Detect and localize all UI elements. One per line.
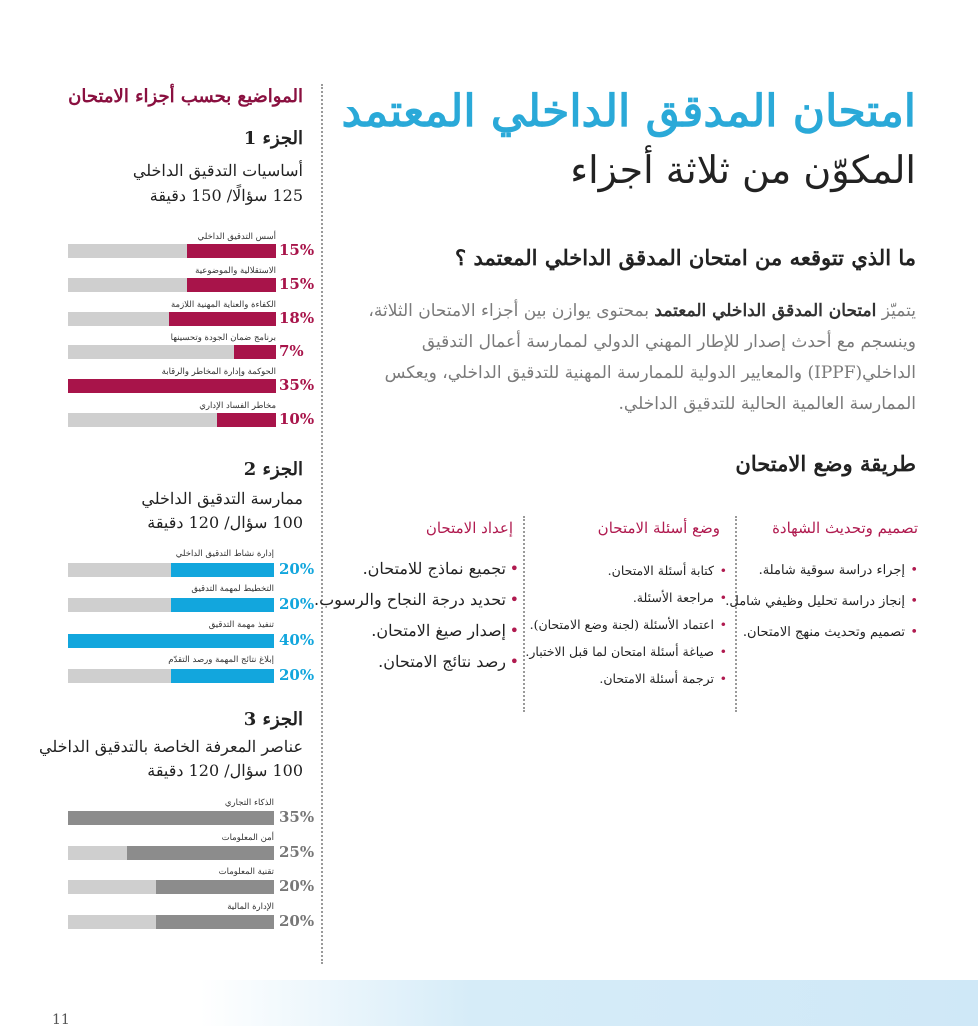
list-item: • إصدار صيغ الامتحان. <box>314 618 506 649</box>
bar-label: مخاطر الفساد الإداري <box>199 401 276 411</box>
bar-track <box>68 278 276 292</box>
bar-track <box>68 634 274 648</box>
list-item: • رصد نتائج الامتحان. <box>314 649 506 680</box>
sidebar-divider <box>321 84 323 964</box>
list-item: • تحديد درجة النجاح والرسوب. <box>314 587 506 618</box>
bar-label: الإدارة المالية <box>227 901 274 912</box>
bar-track <box>68 669 274 683</box>
page-subtitle: المكوّن من ثلاثة أجزاء <box>570 148 916 192</box>
bar-label: إبلاغ نتائج المهمة ورصد التقدّم <box>168 654 274 665</box>
column-title-certification-design: تصميم وتحديث الشهادة <box>772 519 918 537</box>
bar-label: برنامج ضمان الجودة وتحسينها <box>170 333 276 344</box>
bar-track <box>68 345 276 359</box>
page-number: 11 <box>52 1012 70 1028</box>
part-2-heading: الجزء 2 <box>243 459 303 480</box>
section-heading-expectations: ما الذي تتوقعه من امتحان المدقق الداخلي المعتمد ؟ <box>455 245 916 270</box>
question-writing-list <box>525 560 714 695</box>
bar-fill <box>68 379 276 393</box>
bar-label: الذكاء التجاري <box>224 798 274 808</box>
part-3-heading: الجزء 3 <box>243 709 303 730</box>
intro-bold: امتحان المدقق الداخلي المعتمد <box>654 301 877 321</box>
bar-value-label: 20% <box>279 665 315 684</box>
list-item: • اعتماد الأسئلة (لجنة وضع الامتحان). <box>525 614 714 641</box>
bar-value-label: 35% <box>279 376 315 395</box>
list-item: • تصميم وتحديث منهج الامتحان. <box>725 622 905 653</box>
bar-label: إدارة نشاط التدقيق الداخلي <box>175 549 274 559</box>
list-item: • إجراء دراسة سوقية شاملة. <box>725 560 905 591</box>
bar-value-label: 35% <box>279 808 315 826</box>
part-2-meta: 100 سؤال/ 120 دقيقة <box>147 513 303 532</box>
bar-fill <box>68 634 274 648</box>
bar-label: أمن المعلومات <box>221 832 274 843</box>
bar-label: أسس التدقيق الداخلي <box>197 232 276 242</box>
bar-fill <box>156 915 274 929</box>
bar-fill <box>156 880 274 894</box>
bar-value-label: 20% <box>279 911 315 930</box>
bar-value-label: 20% <box>279 595 315 614</box>
bar-fill <box>127 846 274 860</box>
part-3-meta: 100 سؤال/ 120 دقيقة <box>147 761 303 780</box>
bar-track <box>68 598 274 612</box>
bar-track <box>68 846 274 860</box>
bar-label: الاستقلالية والموضوعية <box>195 265 276 276</box>
bar-fill <box>68 811 274 825</box>
bar-track <box>68 563 274 577</box>
bar-value-label: 40% <box>279 630 315 649</box>
certification-design-list <box>725 560 905 653</box>
bar-fill <box>187 278 276 292</box>
bar-fill <box>234 345 276 359</box>
bar-value-label: 7% <box>279 342 304 361</box>
bar-value-label: 20% <box>279 877 315 895</box>
list-item: • تجميع نماذج للامتحان. <box>314 556 506 587</box>
exam-preparation-list <box>314 556 506 680</box>
part-1-meta: 125 سؤالًا/ 150 دقيقة <box>149 186 303 205</box>
part-2-name: ممارسة التدقيق الداخلي <box>141 489 303 508</box>
bar-track <box>68 379 276 393</box>
intro-paragraph <box>336 296 916 420</box>
bar-fill <box>171 563 274 577</box>
column-title-exam-preparation: إعداد الامتحان <box>425 519 513 537</box>
bar-track <box>68 811 274 825</box>
bar-label: تنفيذ مهمة التدقيق <box>208 619 274 630</box>
bar-fill <box>171 669 274 683</box>
bar-track <box>68 244 276 258</box>
intro-rest: بمحتوى يوازن بين أجزاء الامتحان الثلاثة، وينسجم مع أحدث إصدار للإطار المهني الدولي لممارسة أعمال التدقيق الداخلي(IPPF) والمعايير الدولية للممارسة المهنية للتدقيق الداخلي، ويعكس الممارسة العالمية الحالية للتدقيق الداخلي. <box>368 301 916 414</box>
bar-track <box>68 880 274 894</box>
column-title-question-writing: وضع أسئلة الامتحان <box>597 519 720 537</box>
bar-track <box>68 312 276 326</box>
bar-fill <box>169 312 276 326</box>
bar-value-label: 15% <box>279 274 315 293</box>
list-item: • كتابة أسئلة الامتحان. <box>525 560 714 587</box>
bar-label: تقنية المعلومات <box>218 867 274 877</box>
sidebar-title: المواضيع بحسب أجزاء الامتحان <box>68 86 303 107</box>
bottom-gradient-band <box>200 980 978 1026</box>
bar-value-label: 20% <box>279 560 315 578</box>
page-title: امتحان المدقق الداخلي المعتمد <box>341 86 916 137</box>
bar-fill <box>187 244 276 258</box>
list-item: • صياغة أسئلة امتحان لما قبل الاختبار. <box>525 641 714 668</box>
bar-label: التخطيط لمهمة التدقيق <box>191 584 274 595</box>
bar-value-label: 10% <box>279 410 315 428</box>
bar-track <box>68 915 274 929</box>
bar-fill <box>217 413 276 427</box>
bar-label: الكفاءة والعناية المهنية اللازمة <box>170 299 276 310</box>
list-item: • إنجاز دراسة تحليل وظيفي شامل. <box>725 591 905 622</box>
part-1-heading: الجزء 1 <box>243 128 303 149</box>
bar-fill <box>171 598 274 612</box>
intro-lead: يتميّز <box>881 301 916 321</box>
bar-value-label: 18% <box>279 308 315 327</box>
bar-value-label: 15% <box>279 241 315 259</box>
part-1-name: أساسيات التدقيق الداخلي <box>132 161 303 180</box>
list-item: • مراجعة الأسئلة. <box>525 587 714 614</box>
bar-value-label: 25% <box>279 842 315 861</box>
bar-label: الحوكمة وإدارة المخاطر والرقابة <box>161 367 276 378</box>
part-3-name: عناصر المعرفة الخاصة بالتدقيق الداخلي <box>39 737 303 756</box>
bar-track <box>68 413 276 427</box>
list-item: • ترجمة أسئلة الامتحان. <box>525 668 714 695</box>
section-heading-method: طريقة وضع الامتحان <box>735 451 916 476</box>
